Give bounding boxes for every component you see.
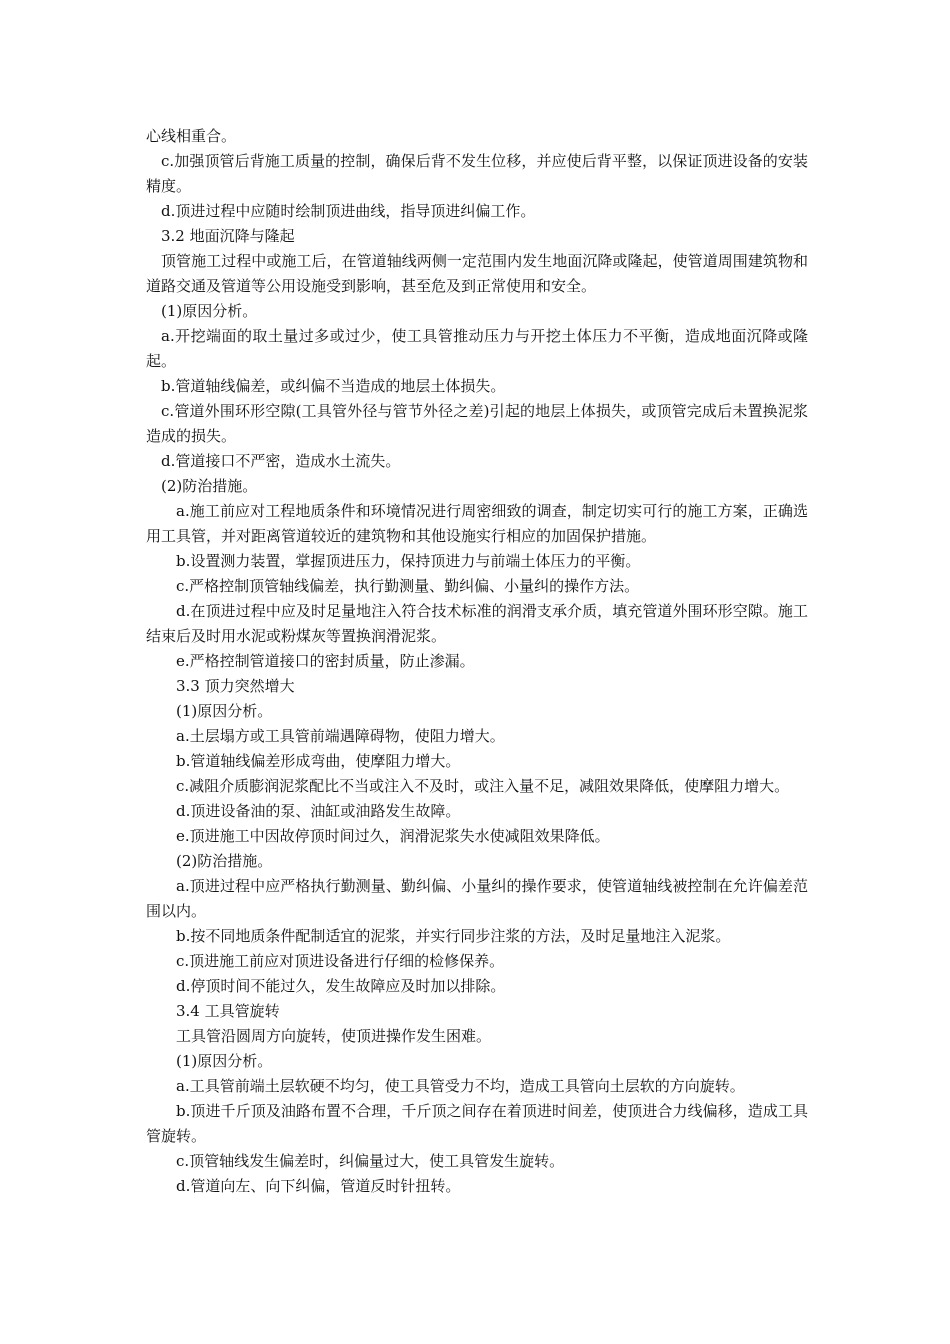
paragraph: d.顶进设备油的泵、油缸或油路发生故障。 (176, 802, 461, 820)
paragraph: b.按不同地质条件配制适宜的泥浆，并实行同步注浆的方法，及时足量地注入泥浆。 (176, 927, 731, 945)
document-body (146, 124, 808, 1199)
paragraph: a.开挖端面的取土量过多或过少，使工具管推动压力与开挖土体压力不平衡，造成地面沉降或隆起。 (146, 327, 808, 370)
paragraph: b.设置测力装置，掌握顶进压力，保持顶进力与前端土体压力的平衡。 (176, 552, 641, 570)
paragraph: d.管道接口不严密，造成水土流失。 (161, 452, 401, 470)
paragraph: b.管道轴线偏差形成弯曲，使摩阻力增大。 (176, 752, 461, 770)
paragraph: d.顶进过程中应随时绘制顶进曲线，指导顶进纠偏工作。 (161, 202, 536, 220)
paragraph: a.土层塌方或工具管前端遇障碍物，使阻力增大。 (176, 727, 505, 745)
paragraph: 心线相重合。 (146, 127, 237, 145)
paragraph: c.顶进施工前应对顶进设备进行仔细的检修保养。 (176, 952, 505, 970)
paragraph: c.加强顶管后背施工质量的控制，确保后背不发生位移，并应使后背平整，以保证顶进设备的安装精度。 (146, 152, 808, 195)
paragraph: c.严格控制顶管轴线偏差，执行勤测量、勤纠偏、小量纠的操作方法。 (176, 577, 640, 595)
paragraph: b.管道轴线偏差，或纠偏不当造成的地层土体损失。 (161, 377, 506, 395)
paragraph: c.顶管轴线发生偏差时，纠偏量过大，使工具管发生旋转。 (176, 1152, 565, 1170)
section-heading: 3.3 顶力突然增大 (176, 677, 295, 695)
paragraph: e.严格控制管道接口的密封质量，防止渗漏。 (176, 652, 475, 670)
paragraph: e.顶进施工中因故停顶时间过久，润滑泥浆失水使减阻效果降低。 (176, 827, 610, 845)
subheading: (1)原因分析。 (161, 302, 258, 320)
section-heading: 3.2 地面沉降与隆起 (161, 227, 295, 245)
paragraph: a.施工前应对工程地质条件和环境情况进行周密细致的调查，制定切实可行的施工方案，正确选用工具管，并对距离管道较近的建筑物和其他设施实行相应的加固保护措施。 (146, 502, 808, 545)
paragraph: c.减阻介质膨润泥浆配比不当或注入不及时，或注入量不足，减阻效果降低，使摩阻力增大。 (176, 777, 790, 795)
subheading: (2)防治措施。 (161, 477, 258, 495)
subheading: (1)原因分析。 (176, 702, 273, 720)
paragraph: c.管道外围环形空隙(工具管外径与管节外径之差)引起的地层上体损失，或顶管完成后未置换泥浆造成的损失。 (146, 402, 808, 445)
paragraph: 工具管沿圆周方向旋转，使顶进操作发生困难。 (176, 1027, 492, 1045)
paragraph: a.工具管前端土层软硬不均匀，使工具管受力不均，造成工具管向土层软的方向旋转。 (176, 1077, 745, 1095)
section-heading: 3.4 工具管旋转 (176, 1002, 280, 1020)
paragraph: 顶管施工过程中或施工后，在管道轴线两侧一定范围内发生地面沉降或隆起，使管道周围建筑物和道路交通及管道等公用设施受到影响，甚至危及到正常使用和安全。 (146, 252, 808, 295)
subheading: (2)防治措施。 (176, 852, 273, 870)
paragraph: d.停顶时间不能过久，发生故障应及时加以排除。 (176, 977, 506, 995)
paragraph: d.管道向左、向下纠偏，管道反时针扭转。 (176, 1177, 461, 1195)
paragraph: a.顶进过程中应严格执行勤测量、勤纠偏、小量纠的操作要求，使管道轴线被控制在允许偏差范围以内。 (146, 877, 808, 920)
paragraph: b.顶进千斤顶及油路布置不合理，千斤顶之间存在着顶进时间差，使顶进合力线偏移，造成工具管旋转。 (146, 1102, 808, 1145)
paragraph: d.在顶进过程中应及时足量地注入符合技术标准的润滑支承介质，填充管道外围环形空隙。施工结束后及时用水泥或粉煤灰等置换润滑泥浆。 (146, 602, 808, 645)
subheading: (1)原因分析。 (176, 1052, 273, 1070)
